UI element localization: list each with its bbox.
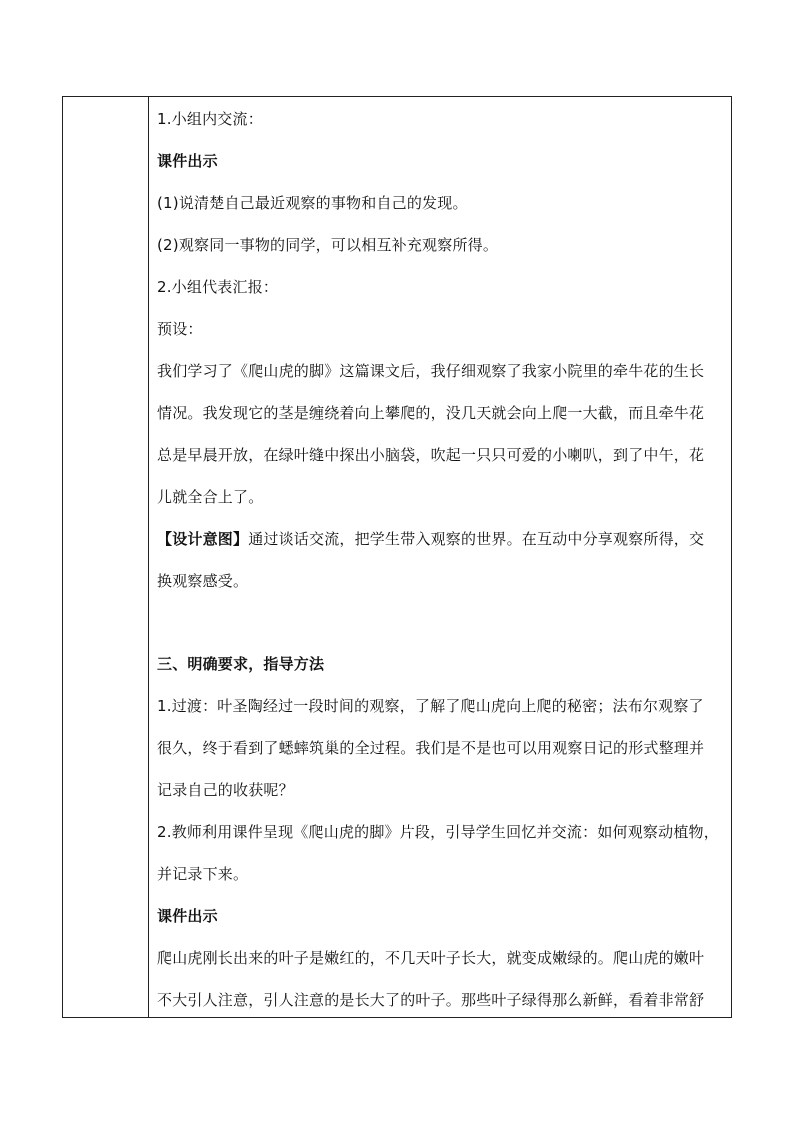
design-intent-text: 通过谈话交流，把学生带入观察的世界。在互动中分享观察所得，交 [248,530,705,548]
text-line: 很久，终于看到了蟋蟀筑巢的全过程。我们是不是也可以用观察日记的形式整理并 [157,739,705,757]
text-line: 换观察感受。 [157,572,249,590]
section-heading: 课件出示 [157,907,218,925]
text-line: 1.小组内交流： [157,110,263,128]
lesson-table [62,96,732,1018]
design-intent-label: 【设计意图】 [157,530,249,548]
section-heading: 三、明确要求，指导方法 [157,655,325,673]
text-line: 我们学习了《爬山虎的脚》这篇课文后，我仔细观察了我家小院里的牵牛花的生长 [157,362,705,380]
text-line: 记录自己的收获呢？ [157,781,294,799]
table-left-column [63,97,149,1017]
design-intent-line [157,529,704,549]
section-heading: 课件出示 [157,152,218,170]
text-line: 2.教师利用课件呈现《爬山虎的脚》片段，引导学生回忆并交流：如何观察动植物， [157,823,719,841]
text-line: 并记录下来。 [157,865,249,883]
text-line: 情况。我发现它的茎是缠绕着向上攀爬的，没几天就会向上爬一大截，而且牵牛花 [157,404,705,422]
text-line: 爬山虎刚长出来的叶子是嫩红的，不几天叶子长大，就变成嫩绿的。爬山虎的嫩叶 [157,949,705,967]
text-line: 2.小组代表汇报： [157,278,279,296]
text-line: 1.过渡：叶圣陶经过一段时间的观察，了解了爬山虎向上爬的秘密；法布尔观察了 [157,697,704,715]
text-line: 不大引人注意，引人注意的是长大了的叶子。那些叶子绿得那么新鲜，看着非常舒 [157,991,705,1009]
text-line: (2)观察同一事物的同学，可以相互补充观察所得。 [157,236,499,254]
text-line: 总是早晨开放，在绿叶缝中探出小脑袋，吹起一只只可爱的小喇叭，到了中午，花 [157,446,705,464]
text-line: 儿就全合上了。 [157,488,264,506]
text-line: (1)说清楚自己最近观察的事物和自己的发现。 [157,194,468,212]
text-line: 预设： [157,320,203,338]
